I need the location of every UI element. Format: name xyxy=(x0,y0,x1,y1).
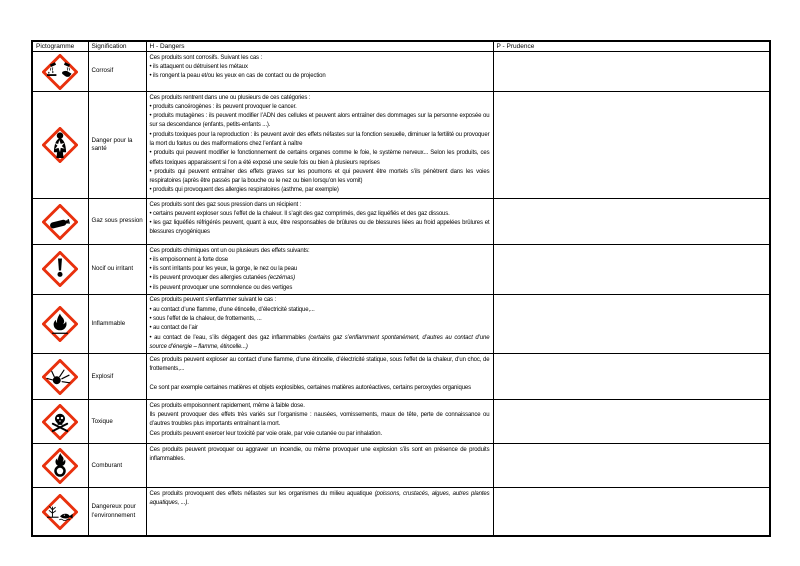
pictogram-cell xyxy=(32,245,88,295)
header-row xyxy=(32,41,770,52)
danger-paragraph: Ces produits peuvent s’enflammer suivant le cas : xyxy=(149,297,277,304)
signification-cell xyxy=(88,354,146,400)
danger-paragraph xyxy=(150,374,490,383)
table-row xyxy=(32,92,770,199)
dangers-cell xyxy=(146,92,493,199)
oxidising-pictogram xyxy=(33,448,88,484)
danger-paragraph: Ces produits chimiques ont un ou plusieurs des effets suivants: xyxy=(149,247,310,254)
danger-paragraph: Ce sont par exemple certaines matières et objets explosibles, certaines matières autoréactives, certains peroxydes organiques xyxy=(149,384,472,391)
prudence-cell xyxy=(493,444,770,488)
table-row xyxy=(32,488,770,536)
signification-cell xyxy=(88,444,146,488)
danger-paragraph: Ces produits provoquent des effets néfastes sur les organismes du milieu aquatique (poissons, crustacés, algues, autres plantes aquatiques, ...). xyxy=(149,490,490,507)
danger-paragraph: Ces produits rentrent dans une ou plusieurs de ces catégories : xyxy=(149,94,311,101)
danger-paragraph: Ces produits peuvent provoquer ou aggraver un incendie, ou même provoquer une explosion s’ils sont en présence de produits inflammables. xyxy=(149,446,490,463)
table-row xyxy=(32,294,770,353)
explosive-pictogram xyxy=(33,359,88,395)
signification-label: Comburant xyxy=(91,461,123,469)
danger-paragraph: Ces produits sont des gaz sous pression dans un récipient : xyxy=(149,201,302,208)
table-row xyxy=(32,400,770,444)
danger-paragraph: • au contact de l’air xyxy=(149,325,198,332)
dangers-cell xyxy=(146,444,493,488)
prudence-cell xyxy=(493,400,770,444)
danger-paragraph: • produits mutagènes : ils peuvent modifier l’ADN des cellules et peuvent alors entraîner des dommages sur la personne exposée ou sur sa descendance (enfants, petits-enfants ...). xyxy=(149,113,490,129)
dangers-cell xyxy=(146,488,493,536)
signification-cell xyxy=(88,400,146,444)
prudence-cell xyxy=(493,488,770,536)
danger-paragraph: Ils peuvent provoquer des effets très variés sur l’organisme : nausées, vomissements, maux de tête, perte de connaissance ou d’autres troubles plus importants entraînant la mort. xyxy=(149,412,490,428)
signification-label: Corrosif xyxy=(91,67,114,75)
signification-label: Nocif ou irritant xyxy=(91,265,134,273)
corrosive-pictogram xyxy=(33,54,88,90)
dangers-cell xyxy=(146,199,493,245)
signification-label: Toxique xyxy=(91,417,113,425)
danger-paragraph: • produits qui peuvent modifier le fonctionnement de certains organes comme le foie, le système nerveux... Selon les produits, ces effets toxiques apparaissent si l’on a été exposé une seule fois ou bien à plusieurs reprises xyxy=(149,150,490,166)
column-header-signification: Signification xyxy=(88,41,146,52)
prudence-cell xyxy=(493,92,770,199)
signification-label: Inflammable xyxy=(91,320,126,328)
danger-paragraph: • ils rongent la peau et/ou les yeux en cas de contact ou de projection xyxy=(149,73,326,80)
pictogram-cell xyxy=(32,400,88,444)
dangers-cell xyxy=(146,52,493,92)
table-body xyxy=(32,52,770,536)
danger-paragraph: • produits cancérogènes : ils peuvent provoquer le cancer. xyxy=(149,103,297,110)
pictogram-cell xyxy=(32,92,88,199)
signification-cell xyxy=(88,488,146,536)
danger-paragraph: • sous l’effet de la chaleur, de frottements, ... xyxy=(149,316,262,323)
hazard-pictogram-table xyxy=(31,40,771,537)
danger-paragraph: • produits qui peuvent entraîner des effets graves sur les poumons et qui peuvent être mortels s’ils pénètrent dans les voies respiratoires (après être passés par la bouche ou le nez ou bien lorsqu’on les vomit) xyxy=(149,168,490,185)
signification-cell xyxy=(88,294,146,353)
toxic-pictogram xyxy=(33,404,88,440)
prudence-cell xyxy=(493,354,770,400)
prudence-cell xyxy=(493,294,770,353)
environment-pictogram xyxy=(33,494,88,530)
dangers-cell xyxy=(146,400,493,444)
pictogram-cell xyxy=(32,354,88,400)
signification-label: Gaz sous pression xyxy=(91,217,143,225)
danger-paragraph: Ces produits peuvent exercer leur toxicité par voie orale, par voie cutanée ou par inhalation. xyxy=(149,430,383,437)
signification-label: Explosif xyxy=(91,372,114,380)
danger-paragraph: • produits toxiques pour la reproduction : ils peuvent avoir des effets néfastes sur la fonction sexuelle, diminuer la fertilité ou provoquer la mort du fœtus ou des malformations chez l’enfant à naître xyxy=(149,131,490,147)
table-row xyxy=(32,245,770,295)
column-header-prudence: P - Prudence xyxy=(493,41,770,52)
pictogram-cell xyxy=(32,488,88,536)
column-header-dangers: H - Dangers xyxy=(146,41,493,52)
pictogram-cell xyxy=(32,294,88,353)
danger-paragraph: • ils peuvent provoquer des allergies cutanées (eczémas) xyxy=(149,275,295,282)
column-header-pictogramme: Pictogramme xyxy=(32,41,88,52)
signification-cell xyxy=(88,52,146,92)
signification-cell xyxy=(88,245,146,295)
table-row xyxy=(32,52,770,92)
signification-cell xyxy=(88,92,146,199)
danger-paragraph: • au contact de l’eau, s’ils dégagent des gaz inflammables (certains gaz s’enflamment spontanément, d’autres au contact d’une source d’énergie – flamme, étincelle...) xyxy=(149,334,490,350)
flame-pictogram xyxy=(33,306,88,342)
signification-label: Dangereux pour l’environnement xyxy=(91,503,136,519)
danger-paragraph: • ils empoisonnent à forte dose xyxy=(149,256,228,263)
signification-label: Danger pour la santé xyxy=(91,136,133,152)
danger-paragraph: • produits qui provoquent des allergies respiratoires (asthme, par exemple) xyxy=(149,187,339,194)
dangers-cell xyxy=(146,354,493,400)
danger-paragraph: • ils attaquent ou détruisent les métaux xyxy=(149,63,248,70)
table-row xyxy=(32,199,770,245)
gas-cylinder-pictogram xyxy=(33,204,88,240)
pictogram-cell xyxy=(32,199,88,245)
signification-cell xyxy=(88,199,146,245)
danger-paragraph: • les gaz liquéfiés réfrigérés peuvent, quant à eux, être responsables de brûlures ou de blessures liées au froid appelées brûlures et blessures cryogéniques xyxy=(149,220,490,236)
pictogram-cell xyxy=(32,444,88,488)
prudence-cell xyxy=(493,245,770,295)
exclamation-pictogram xyxy=(33,251,88,287)
pictogram-cell xyxy=(32,52,88,92)
prudence-cell xyxy=(493,52,770,92)
danger-paragraph: • ils sont irritants pour les yeux, la gorge, le nez ou la peau xyxy=(149,266,298,273)
danger-paragraph: Ces produits empoisonnent rapidement, même à faible dose. xyxy=(149,402,305,409)
prudence-cell xyxy=(493,199,770,245)
danger-paragraph: • au contact d’une flamme, d’une étincelle, d’électricité statique,... xyxy=(149,306,315,313)
table-row xyxy=(32,444,770,488)
dangers-cell xyxy=(146,245,493,295)
table-row xyxy=(32,354,770,400)
dangers-cell xyxy=(146,294,493,353)
danger-paragraph: • ils peuvent provoquer une somnolence ou des vertiges xyxy=(149,284,293,291)
danger-paragraph: Ces produits sont corrosifs. Suivant les cas : xyxy=(149,54,263,61)
danger-paragraph: • certains peuvent exploser sous l’effet de la chaleur. Il s’agit des gaz comprimés, des gaz liquéfiés et des gaz dissous. xyxy=(149,210,450,217)
health-hazard-pictogram xyxy=(33,127,88,163)
danger-paragraph: Ces produits peuvent exploser au contact d’une flamme, d’une étincelle, d’électricité statique, sous l’effet de la chaleur, d’un choc, de frottements,... xyxy=(149,356,490,373)
